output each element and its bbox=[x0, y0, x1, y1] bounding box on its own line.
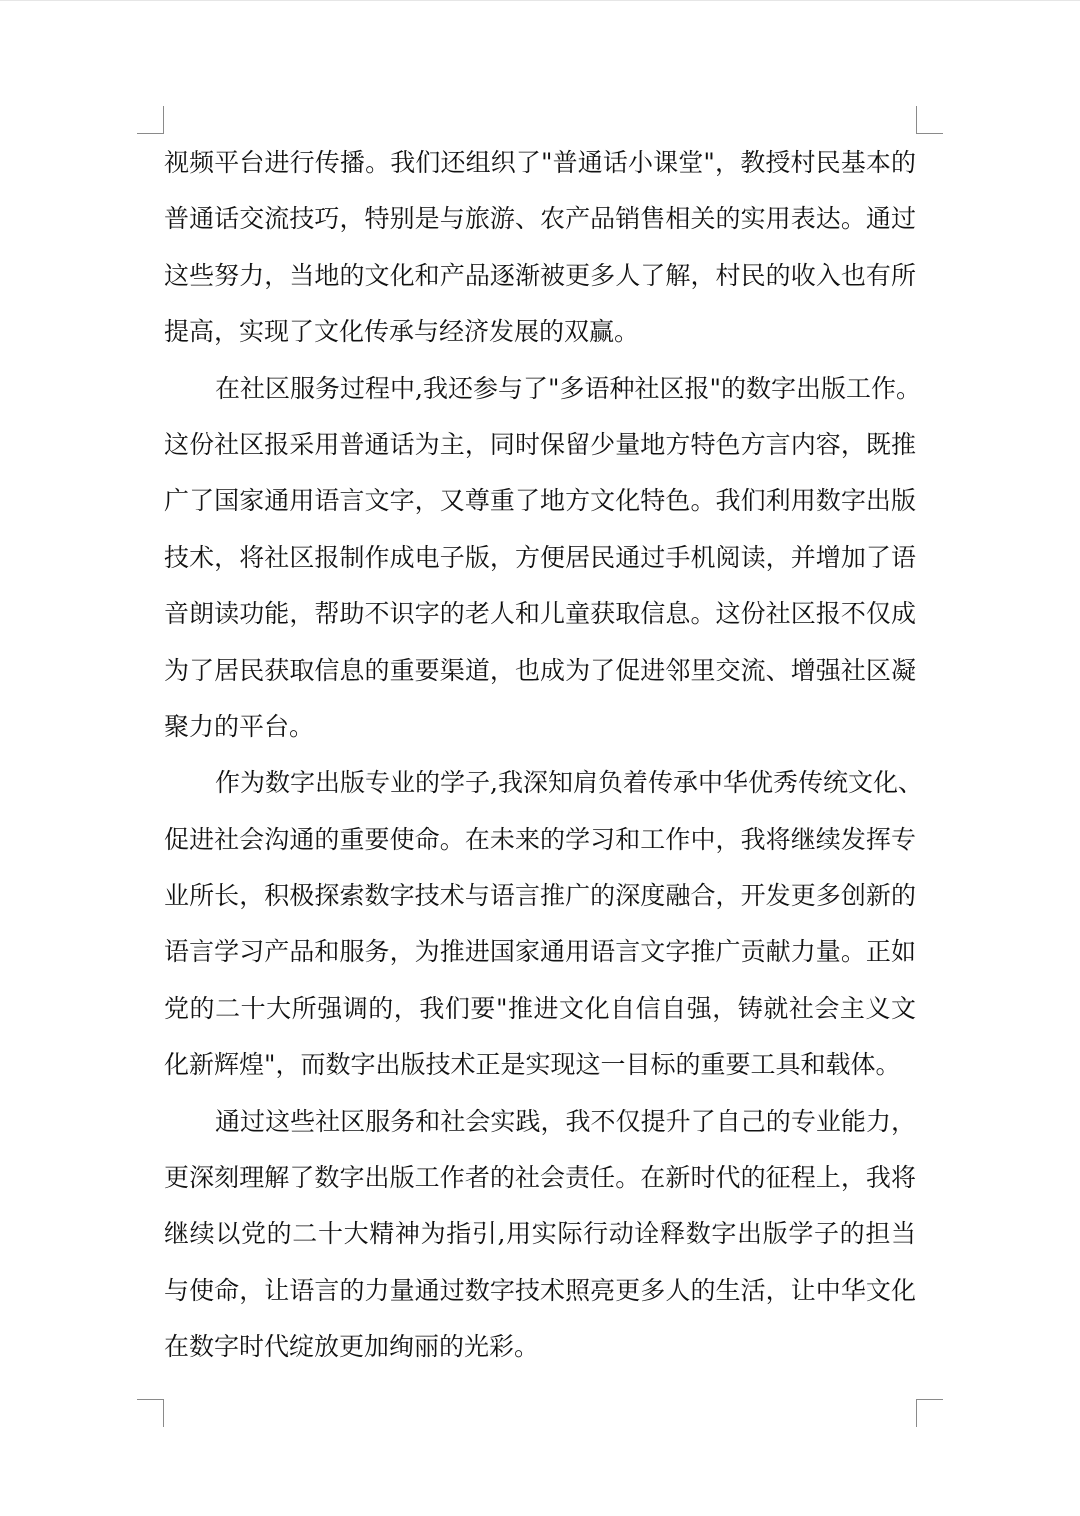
text-line: 化新辉煌"，而数字出版技术正是实现这一目标的重要工具和载体。 bbox=[164, 1050, 901, 1080]
margin-corner-mark-top-left bbox=[163, 106, 164, 134]
text-line: 与使命，让语言的力量通过数字技术照亮更多人的生活，让中华文化 bbox=[164, 1275, 916, 1305]
text-line: 在社区服务过程中,我还参与了"多语种社区报"的数字出版工作。 bbox=[215, 373, 921, 403]
text-line: 作为数字出版专业的学子,我深知肩负着传承中华优秀传统文化、 bbox=[215, 768, 923, 798]
text-line: 聚力的平台。 bbox=[164, 711, 315, 741]
text-line: 语言学习产品和服务，为推进国家通用语言文字推广贡献力量。正如 bbox=[164, 937, 916, 967]
text-line: 技术，将社区报制作成电子版，方便居民通过手机阅读，并增加了语 bbox=[164, 542, 916, 572]
text-line: 促进社会沟通的重要使命。在未来的学习和工作中，我将继续发挥专 bbox=[164, 824, 916, 854]
text-line: 普通话交流技巧，特别是与旅游、农产品销售相关的实用表达。通过 bbox=[164, 204, 916, 234]
text-line: 提高，实现了文化传承与经济发展的双赢。 bbox=[164, 317, 640, 347]
paragraph bbox=[164, 135, 916, 361]
document-body bbox=[164, 135, 923, 1376]
text-line: 更深刻理解了数字出版工作者的社会责任。在新时代的征程上，我将 bbox=[164, 1163, 916, 1193]
margin-corner-mark-bottom-right bbox=[916, 1399, 943, 1400]
text-line: 这些努力，当地的文化和产品逐渐被更多人了解，村民的收入也有所 bbox=[164, 260, 916, 290]
text-line: 广了国家通用语言文字，又尊重了地方文化特色。我们利用数字出版 bbox=[164, 486, 916, 516]
text-line: 这份社区报采用普通话为主，同时保留少量地方特色方言内容，既推 bbox=[164, 429, 916, 459]
margin-corner-mark-bottom-right bbox=[916, 1399, 917, 1427]
margin-corner-mark-bottom-left bbox=[163, 1399, 164, 1427]
text-line: 音朗读功能，帮助不识字的老人和儿童获取信息。这份社区报不仅成 bbox=[164, 599, 916, 629]
text-line: 为了居民获取信息的重要渠道，也成为了促进邻里交流、增强社区凝 bbox=[164, 655, 916, 685]
text-line: 视频平台进行传播。我们还组织了"普通话小课堂"，教授村民基本的 bbox=[164, 148, 916, 177]
paragraph bbox=[164, 755, 923, 1093]
margin-corner-mark-top-right bbox=[916, 106, 917, 134]
margin-corner-mark-top-right bbox=[916, 133, 943, 134]
text-line: 在数字时代绽放更加绚丽的光彩。 bbox=[164, 1332, 540, 1362]
margin-corner-mark-top-left bbox=[137, 133, 164, 134]
text-line: 业所长，积极探索数字技术与语言推广的深度融合，开发更多创新的 bbox=[164, 881, 916, 911]
text-line: 党的二十大所强调的，我们要"推进文化自信自强，铸就社会主义文 bbox=[164, 993, 916, 1023]
paragraph bbox=[164, 361, 921, 756]
text-line: 通过这些社区服务和社会实践，我不仅提升了自己的专业能力， bbox=[215, 1106, 916, 1136]
margin-corner-mark-bottom-left bbox=[137, 1399, 164, 1400]
text-line: 继续以党的二十大精神为指引,用实际行动诠释数字出版学子的担当 bbox=[164, 1219, 916, 1249]
paragraph bbox=[164, 1094, 916, 1376]
